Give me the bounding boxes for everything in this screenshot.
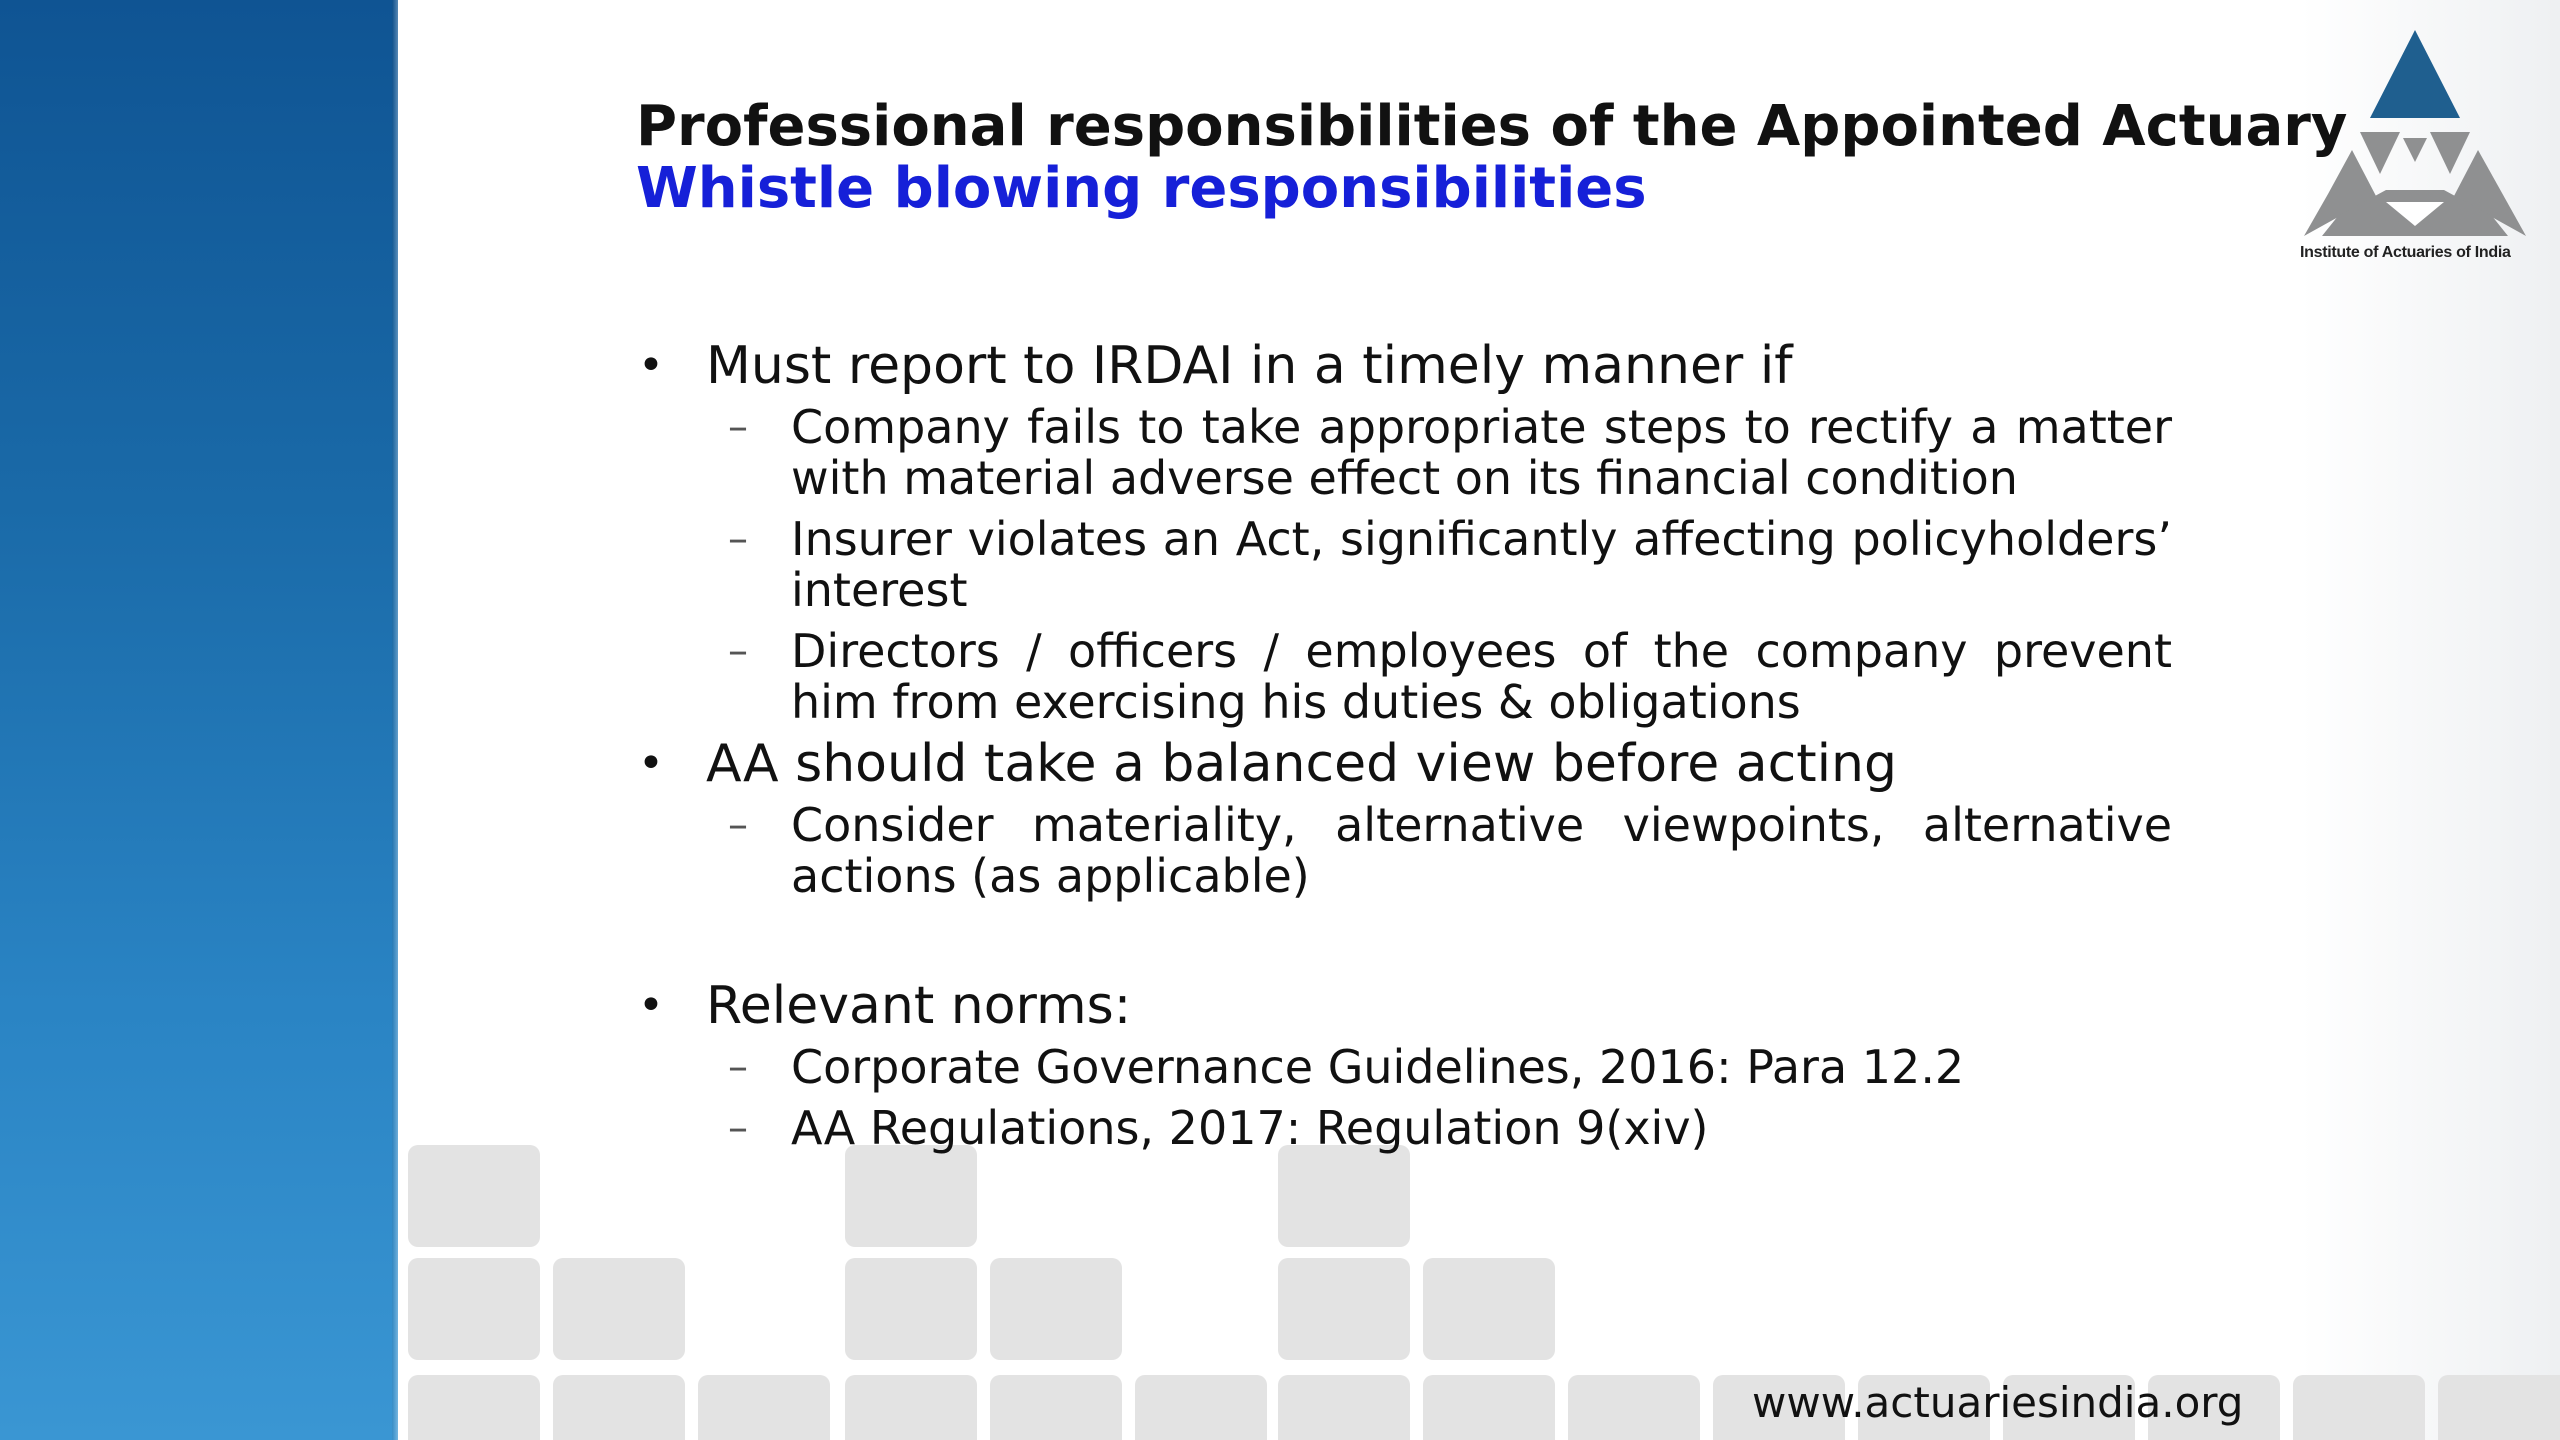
decor-tile [1423, 1375, 1555, 1440]
decor-tile [408, 1258, 540, 1360]
decor-tile [553, 1258, 685, 1360]
decor-tile [845, 1375, 977, 1440]
sub-text: Company fails to take appropriate steps to rectify a matter with material adverse effect on its financial condition [791, 400, 2172, 505]
footer-website-link[interactable]: www.actuariesindia.org [1752, 1378, 2244, 1427]
sub-glyph: – [728, 404, 748, 450]
decor-tile [1568, 1375, 1700, 1440]
sub-item [636, 1042, 2172, 1093]
decor-tile [2293, 1375, 2425, 1440]
decor-tile [1135, 1375, 1267, 1440]
sub-glyph: – [728, 628, 748, 674]
decor-tile [1423, 1258, 1555, 1360]
bullet-text: AA should take a balanced view before acting [706, 734, 1898, 794]
bullet-item [636, 732, 2172, 796]
bullet-item [636, 334, 2172, 398]
sub-glyph: – [728, 1105, 748, 1151]
decor-tile [408, 1145, 540, 1247]
slide-title-block [636, 94, 2348, 221]
decor-tile [2438, 1375, 2560, 1440]
sub-text: AA Regulations, 2017: Regulation 9(xiv) [791, 1101, 1709, 1155]
bullet-text: Must report to IRDAI in a timely manner if [706, 336, 1793, 396]
bullet-text: Relevant norms: [706, 976, 1132, 1036]
sub-item [636, 1103, 2172, 1154]
sub-item [636, 514, 2172, 616]
bullet-item [636, 974, 2172, 1038]
decor-tile [845, 1258, 977, 1360]
sub-item [636, 800, 2172, 902]
decor-tile [1278, 1258, 1410, 1360]
sub-glyph: – [728, 802, 748, 848]
decor-tile [845, 1145, 977, 1247]
decor-tile [698, 1375, 830, 1440]
bullet-glyph: • [638, 738, 664, 789]
decor-tile [990, 1375, 1122, 1440]
bullet-glyph: • [638, 340, 664, 391]
slide-body [636, 334, 2172, 1154]
left-blue-band [0, 0, 398, 1440]
logo-caption: Institute of Actuaries of India [2300, 244, 2511, 261]
iai-triangle-logo-icon [2290, 26, 2540, 276]
sub-text: Corporate Governance Guidelines, 2016: Para 12.2 [791, 1040, 1965, 1094]
decor-tile [1278, 1375, 1410, 1440]
sub-glyph: – [728, 516, 748, 562]
sub-text: Consider materiality, alternative viewpoints, alternative actions (as applicable) [791, 798, 2172, 903]
slide-title: Professional responsibilities of the Appointed Actuary [636, 94, 2348, 159]
sub-item [636, 402, 2172, 504]
decor-tile [408, 1375, 540, 1440]
sub-glyph: – [728, 1044, 748, 1090]
bullet-glyph: • [638, 980, 664, 1031]
decor-tile [553, 1375, 685, 1440]
sub-item [636, 626, 2172, 728]
sub-text: Directors / officers / employees of the company prevent him from exercising his duties & obligations [791, 624, 2172, 729]
decor-tile [990, 1258, 1122, 1360]
sub-text: Insurer violates an Act, significantly affecting policyholders’ interest [791, 512, 2172, 617]
slide-subtitle: Whistle blowing responsibilities [636, 156, 1647, 221]
decor-tile [1278, 1145, 1410, 1247]
